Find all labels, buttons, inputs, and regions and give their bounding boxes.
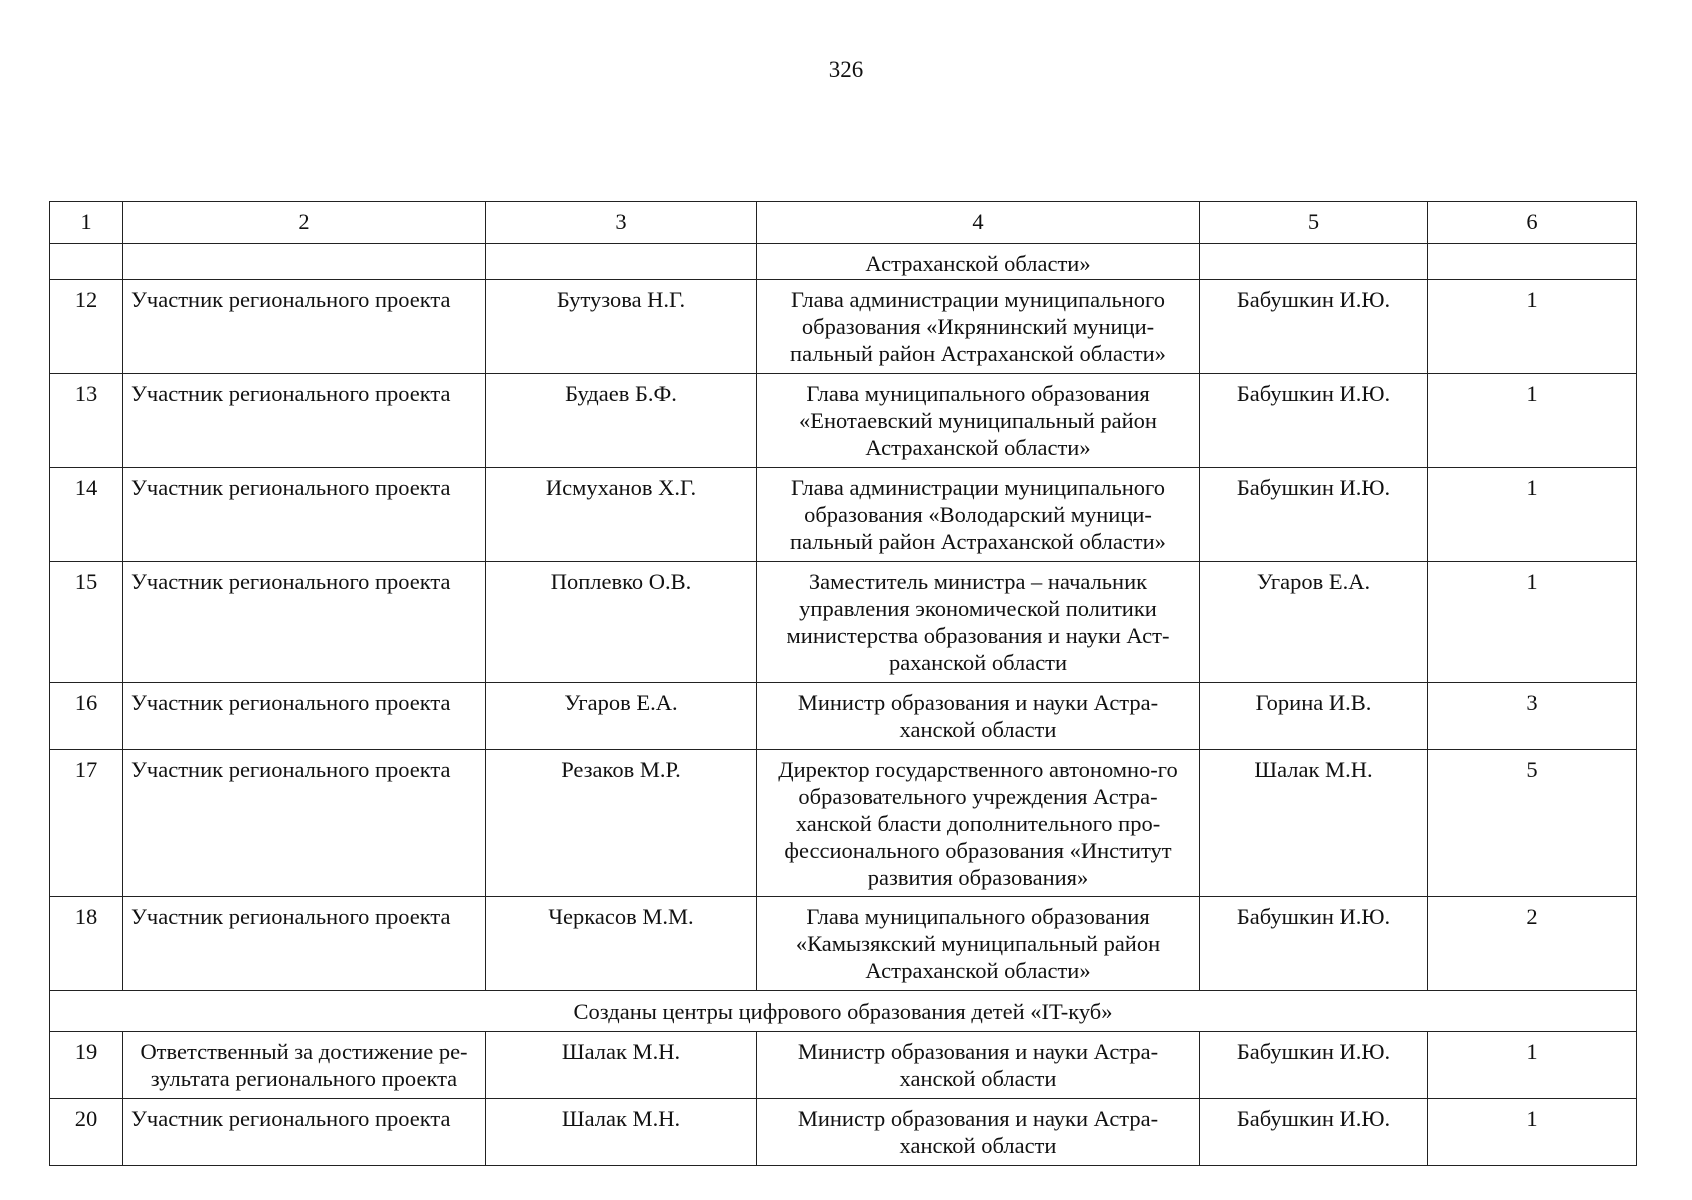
- row-number-cell: 17: [50, 750, 123, 897]
- supervisor-cell: Бабушкин И.Ю.: [1200, 280, 1428, 374]
- position-cell: Заместитель министра – начальник управления экономической политики министерства образования и науки Аст-раханской области: [757, 562, 1200, 683]
- table-row: [50, 374, 1637, 468]
- role-cell: Ответственный за достижение ре-зультата регионального проекта: [123, 1032, 486, 1099]
- person-cell: Угаров Е.А.: [486, 683, 757, 750]
- workload-cell: 1: [1428, 1099, 1637, 1166]
- position-cell: Директор государственного автономно-го образовательного учреждения Астра-ханской бласти дополнительного про-фессионального образования «Институт развития образования»: [757, 750, 1200, 897]
- role-cell: Участник регионального проекта: [123, 562, 486, 683]
- workload-cell: 1: [1428, 468, 1637, 562]
- column-number-cell: 6: [1428, 202, 1637, 244]
- position-cell: Астраханской области»: [757, 244, 1200, 280]
- row-number-cell: 13: [50, 374, 123, 468]
- continuation-row: [50, 244, 1637, 280]
- role-cell: Участник регионального проекта: [123, 468, 486, 562]
- table-row: [50, 280, 1637, 374]
- empty-cell: [1200, 244, 1428, 280]
- column-number-cell: 3: [486, 202, 757, 244]
- column-number-cell: 5: [1200, 202, 1428, 244]
- row-number-cell: 15: [50, 562, 123, 683]
- position-cell: Глава администрации муниципального образования «Икрянинский муници-пальный район Астраханской области»: [757, 280, 1200, 374]
- supervisor-cell: Бабушкин И.Ю.: [1200, 1032, 1428, 1099]
- row-number-cell: 12: [50, 280, 123, 374]
- role-cell: Участник регионального проекта: [123, 897, 486, 991]
- supervisor-cell: Шалак М.Н.: [1200, 750, 1428, 897]
- role-cell: Участник регионального проекта: [123, 750, 486, 897]
- row-number-cell: 19: [50, 1032, 123, 1099]
- empty-cell: [1428, 244, 1637, 280]
- column-number-cell: 4: [757, 202, 1200, 244]
- row-number-cell: 18: [50, 897, 123, 991]
- table-row: [50, 683, 1637, 750]
- column-number-cell: 1: [50, 202, 123, 244]
- empty-cell: [50, 244, 123, 280]
- table-body-part-a: [50, 280, 1637, 991]
- role-cell: Участник регионального проекта: [123, 1099, 486, 1166]
- column-number-row: [50, 202, 1637, 244]
- table-row: [50, 897, 1637, 991]
- position-cell: Глава муниципального образования «Камызякский муниципальный район Астраханской области»: [757, 897, 1200, 991]
- table-row: [50, 1099, 1637, 1166]
- row-number-cell: 16: [50, 683, 123, 750]
- page-number: 326: [828, 57, 864, 82]
- workload-cell: 1: [1428, 1032, 1637, 1099]
- row-number-cell: 14: [50, 468, 123, 562]
- empty-cell: [486, 244, 757, 280]
- table-row: [50, 1032, 1637, 1099]
- table-row: [50, 562, 1637, 683]
- supervisor-cell: Угаров Е.А.: [1200, 562, 1428, 683]
- row-number-cell: 20: [50, 1099, 123, 1166]
- supervisor-cell: Бабушкин И.Ю.: [1200, 374, 1428, 468]
- table-row: [50, 750, 1637, 897]
- workload-cell: 1: [1428, 562, 1637, 683]
- position-cell: Министр образования и науки Астра-ханской области: [757, 1099, 1200, 1166]
- section-title: Созданы центры цифрового образования детей «IT-куб»: [50, 991, 1637, 1032]
- column-number-cell: 2: [123, 202, 486, 244]
- position-cell: Глава муниципального образования «Енотаевский муниципальный район Астраханской области»: [757, 374, 1200, 468]
- table-body-part-b: [50, 1032, 1637, 1166]
- position-cell: Глава администрации муниципального образования «Володарский муници-пальный район Астраханской области»: [757, 468, 1200, 562]
- supervisor-cell: Бабушкин И.Ю.: [1200, 468, 1428, 562]
- workload-cell: 1: [1428, 280, 1637, 374]
- project-participants-table: [49, 201, 1637, 1166]
- supervisor-cell: Бабушкин И.Ю.: [1200, 1099, 1428, 1166]
- empty-cell: [123, 244, 486, 280]
- section-row: [50, 991, 1637, 1032]
- workload-cell: 2: [1428, 897, 1637, 991]
- person-cell: Поплевко О.В.: [486, 562, 757, 683]
- supervisor-cell: Горина И.В.: [1200, 683, 1428, 750]
- role-cell: Участник регионального проекта: [123, 374, 486, 468]
- person-cell: Будаев Б.Ф.: [486, 374, 757, 468]
- table-row: [50, 468, 1637, 562]
- person-cell: Резаков М.Р.: [486, 750, 757, 897]
- workload-cell: 5: [1428, 750, 1637, 897]
- role-cell: Участник регионального проекта: [123, 683, 486, 750]
- supervisor-cell: Бабушкин И.Ю.: [1200, 897, 1428, 991]
- person-cell: Бутузова Н.Г.: [486, 280, 757, 374]
- position-cell: Министр образования и науки Астра-ханской области: [757, 1032, 1200, 1099]
- workload-cell: 1: [1428, 374, 1637, 468]
- person-cell: Черкасов М.М.: [486, 897, 757, 991]
- person-cell: Шалак М.Н.: [486, 1099, 757, 1166]
- person-cell: Исмуханов Х.Г.: [486, 468, 757, 562]
- role-cell: Участник регионального проекта: [123, 280, 486, 374]
- workload-cell: 3: [1428, 683, 1637, 750]
- person-cell: Шалак М.Н.: [486, 1032, 757, 1099]
- position-cell: Министр образования и науки Астра-ханской области: [757, 683, 1200, 750]
